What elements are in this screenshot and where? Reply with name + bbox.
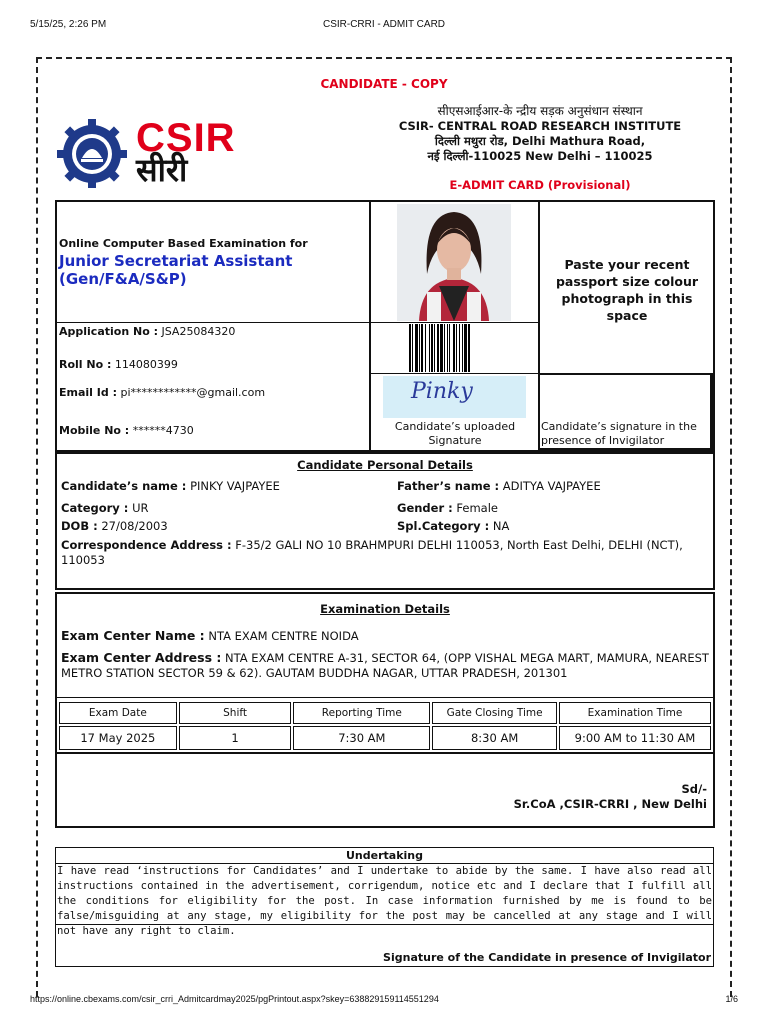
candidate-signature-label: Signature of the Candidate in presence of Invigilator [383, 951, 711, 964]
td-shift: 1 [179, 726, 292, 750]
th-exam-date: Exam Date [59, 702, 177, 724]
undertaking-heading: Undertaking [346, 849, 423, 862]
correspondence-address [61, 538, 709, 568]
candidate-info-box [55, 200, 715, 452]
father-name [397, 479, 601, 493]
barcode-bar [468, 324, 470, 372]
logo-hindi-text: सीरी [136, 151, 188, 189]
application-no [59, 325, 235, 338]
institute-address-line1: दिल्ली मथुरा रोड, Delhi Mathura Road, [434, 134, 646, 148]
td-reporting-time: 7:30 AM [293, 726, 430, 750]
barcode-bar [415, 324, 418, 372]
candidate-name [61, 479, 280, 493]
barcode-bar [444, 324, 445, 372]
email-id-value: pi************@gmail.com [120, 386, 266, 399]
dob-label: DOB : [61, 519, 98, 533]
td-exam-date: 17 May 2025 [59, 726, 177, 750]
exam-center-address-value: NTA EXAM CENTRE A-31, SECTOR 64, (OPP VISHAL MEGA MART, MAMURA, NEAREST METRO STATION SECTOR 59 & 62). GAUTAM BUDDHA NAGAR, UTTAR PRADESH, 201301 [61, 651, 709, 680]
dob-value: 27/08/2003 [101, 519, 168, 533]
email-id [59, 386, 265, 399]
photo-paste-note: Paste your recent passport size colour photograph in this space [555, 257, 699, 323]
roll-no [59, 358, 178, 371]
exam-center-name-label: Exam Center Name : [61, 628, 205, 643]
correspondence-address-label: Correspondence Address : [61, 538, 232, 552]
candidate-photo [397, 204, 511, 321]
barcode-bar [409, 324, 411, 372]
spl-category-value: NA [492, 519, 510, 533]
correspondence-address-value: F-35/2 GALI NO 10 BRAHMPURI DELHI 110053, North East Delhi, DELHI (NCT), 110053 [61, 538, 683, 567]
barcode-bar [421, 324, 423, 372]
gender-value: Female [456, 501, 498, 515]
td-gate-closing-time: 8:30 AM [432, 726, 557, 750]
institute-address-line2: नई दिल्ली-110025 New Delhi – 110025 [427, 149, 653, 163]
barcode-bar [412, 324, 413, 372]
undertaking-box [55, 847, 714, 967]
exam-center-address-label: Exam Center Address : [61, 650, 222, 665]
th-gate-closing-time: Gate Closing Time [432, 702, 557, 724]
uploaded-signature-text: Pinky [411, 379, 473, 404]
gender [397, 501, 498, 515]
print-url: https://online.cbexams.com/csir_crri_Admitcardmay2025/pgPrintout.aspx?skey=638829159114551294 [30, 994, 439, 1004]
sd-text: Sd/- [681, 782, 707, 796]
print-datetime: 5/15/25, 2:26 PM [30, 19, 107, 30]
barcode-bar [431, 324, 433, 372]
barcode-bar [459, 324, 460, 372]
post-title-line2: (Gen/F&A/S&P) [59, 270, 187, 288]
post-title-line1: Junior Secretariat Assistant [59, 252, 293, 270]
barcode-bar [456, 324, 457, 372]
uploaded-signature-caption: Candidate’s uploaded Signature [394, 420, 516, 447]
barcode-bar [447, 324, 448, 372]
barcode-bar [440, 324, 443, 372]
spl-category [397, 519, 509, 533]
candidate-name-value: PINKY VAJPAYEE [190, 479, 280, 493]
eadmit-title: E-ADMIT CARD (Provisional) [449, 178, 631, 192]
barcode-bar [429, 324, 430, 372]
barcode-bar [437, 324, 439, 372]
td-examination-time: 9:00 AM to 11:30 AM [559, 726, 711, 750]
dob [61, 519, 168, 533]
spl-category-label: Spl.Category : [397, 519, 490, 533]
barcode-bar [425, 324, 426, 372]
personal-details-box [55, 452, 715, 590]
barcode-bar [464, 324, 467, 372]
csir-crri-logo [56, 118, 251, 188]
th-examination-time: Examination Time [559, 702, 711, 724]
barcode-bar [434, 324, 435, 372]
candidate-name-label: Candidate’s name : [61, 479, 187, 493]
application-no-value: JSA25084320 [161, 325, 236, 338]
category-value: UR [132, 501, 149, 515]
barcode-bar [449, 324, 450, 372]
exam-center-address [61, 650, 711, 681]
th-reporting-time: Reporting Time [293, 702, 430, 724]
roll-no-label: Roll No : [59, 358, 112, 371]
mobile-no [59, 424, 194, 437]
exam-center-name [61, 628, 359, 643]
father-name-label: Father’s name : [397, 479, 500, 493]
gender-label: Gender : [397, 501, 453, 515]
category [61, 501, 148, 515]
invigilator-signature-caption: Candidate’s signature in the presence of Invigilator [541, 420, 697, 447]
institute-name-english: CSIR- CENTRAL ROAD RESEARCH INSTITUTE [398, 119, 682, 133]
exam-intro: Online Computer Based Examination for [59, 237, 308, 250]
category-label: Category : [61, 501, 129, 515]
undertaking-text: I have read ‘instructions for Candidates’ and I undertake to abide by the same. I have also read all instructions contained in the advertisement, corrigendum, notice etc and I declare that I fulfill all the conditions for eligibility for the post. In case information furnished by me is found to be false/misguiding at any stage, my eligibility for the post may be cancelled at any stage and I will not have any right to claim. [57, 865, 712, 937]
application-no-label: Application No : [59, 325, 158, 338]
mobile-no-value: ******4730 [132, 424, 194, 437]
uploaded-signature-image [383, 376, 526, 418]
roll-no-value: 114080399 [114, 358, 178, 371]
logo-csir-text: CSIR [136, 116, 236, 160]
print-page-title: CSIR-CRRI - ADMIT CARD [322, 19, 446, 30]
barcode-bar [462, 324, 463, 372]
candidate-copy-title: CANDIDATE - COPY [320, 77, 448, 91]
institute-name-hindi: सीएसआईआर-के न्द्रीय सड़क अनुसंधान संस्थान [437, 104, 643, 118]
exam-center-name-value: NTA EXAM CENTRE NOIDA [208, 629, 359, 643]
barcode [405, 324, 505, 372]
signatory-text: Sr.CoA ,CSIR-CRRI , New Delhi [513, 797, 707, 811]
mobile-no-label: Mobile No : [59, 424, 130, 437]
th-shift: Shift [179, 702, 292, 724]
print-page-number: 1/6 [725, 994, 738, 1004]
personal-details-heading: Candidate Personal Details [297, 458, 473, 472]
barcode-bar [419, 324, 420, 372]
barcode-bar [453, 324, 455, 372]
email-id-label: Email Id : [59, 386, 117, 399]
exam-details-box [55, 592, 715, 828]
exam-details-heading: Examination Details [320, 602, 450, 616]
father-name-value: ADITYA VAJPAYEE [502, 479, 601, 493]
exam-schedule-table [57, 700, 713, 752]
